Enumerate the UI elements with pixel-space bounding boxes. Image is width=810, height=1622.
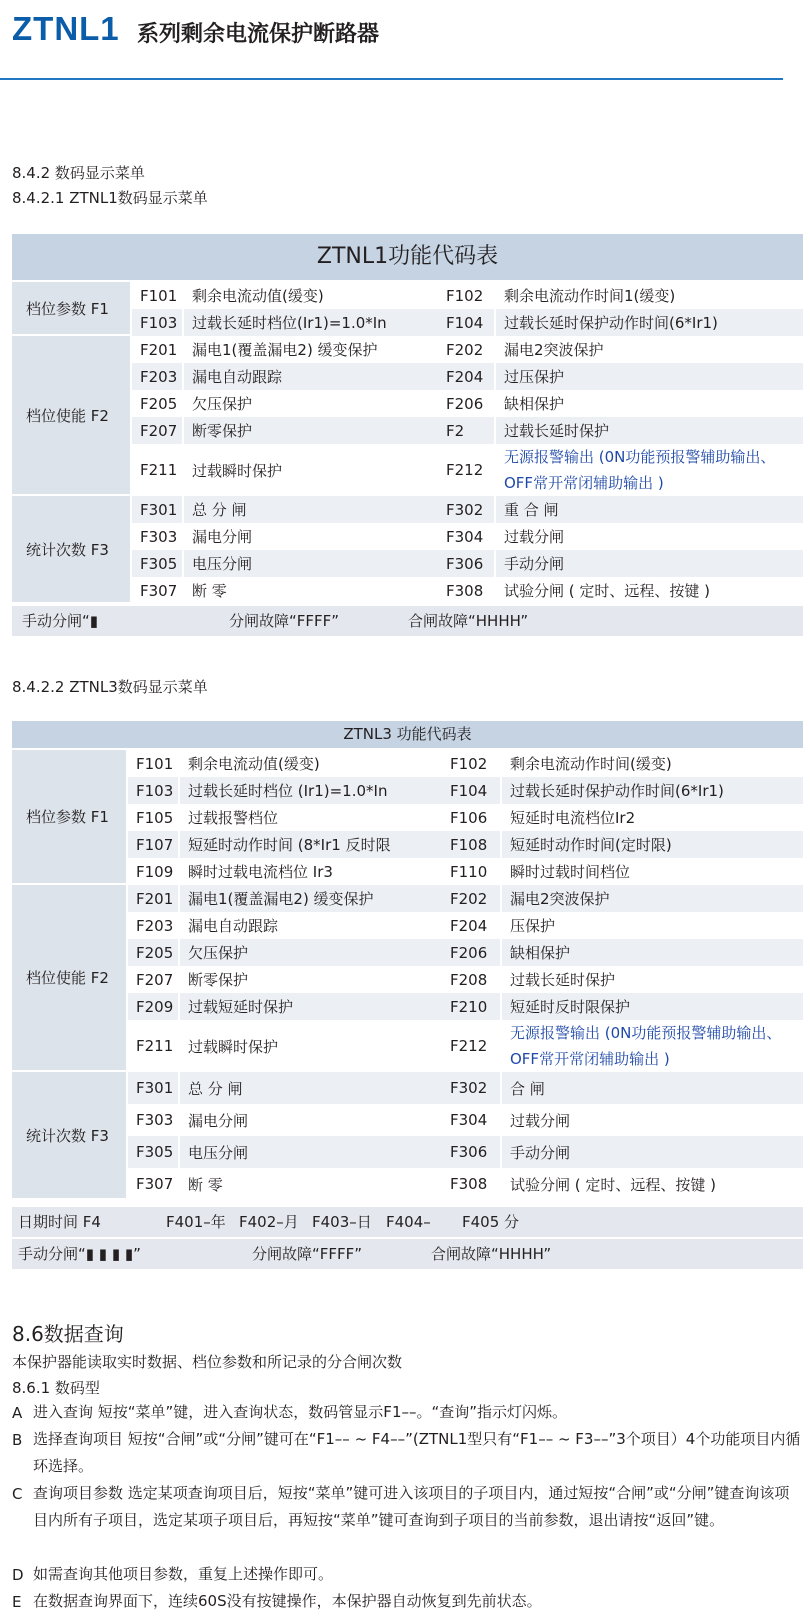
function-code: F2: [438, 417, 496, 444]
table-row: [12, 523, 803, 550]
function-code: F207: [130, 417, 184, 444]
function-description: 剩余电流动值(缓变): [188, 755, 320, 773]
function-code: F302: [442, 1072, 502, 1104]
function-code: F305: [130, 550, 184, 577]
table2-footer-row: [12, 1239, 803, 1269]
function-code: F304: [442, 1104, 502, 1136]
table-row: [12, 550, 803, 577]
function-code: F302: [438, 496, 496, 523]
function-code: F106: [442, 804, 502, 831]
function-code: F102: [442, 750, 502, 777]
function-code: F108: [442, 831, 502, 858]
table-row: [12, 336, 803, 363]
function-code: F105: [126, 804, 180, 831]
item-b-letter: B: [12, 1431, 23, 1449]
function-description: 过载长延时档位 (Ir1)=1.0*In: [180, 777, 442, 804]
function-code-table-ztnl1: [12, 282, 803, 604]
function-code: F308: [442, 1168, 502, 1200]
function-description: 无源报警输出 (0N功能预报警辅助输出、OFF常开常闭辅助输出 ): [504, 448, 776, 492]
trip-fault-display: 分闸故障“FFFF”: [229, 612, 340, 630]
table-row: [12, 858, 803, 885]
function-code-table-ztnl3: [12, 750, 803, 1200]
function-description: 短延时反时限保护: [502, 993, 803, 1020]
table-row: [12, 804, 803, 831]
function-code: F107: [126, 831, 180, 858]
function-code: F211: [126, 1020, 180, 1072]
table-row: [12, 912, 803, 939]
function-code: F304: [438, 523, 496, 550]
close-fault-display: 合闸故障“HHHH”: [431, 1245, 552, 1263]
function-description: 过载长延时保护动作时间(6*Ir1): [502, 777, 803, 804]
function-code: F206: [442, 939, 502, 966]
date-f401: F401–年: [166, 1213, 226, 1231]
function-description: 过载报警档位: [188, 809, 279, 827]
page-title: 系列剩余电流保护断路器: [137, 22, 380, 47]
item-a-text: 进入查询 短按“菜单”键，进入查询状态，数码管显示F1––。“查询”指示灯闪烁。: [33, 1403, 568, 1421]
function-code: F208: [442, 966, 502, 993]
trip-fault-display: 分闸故障“FFFF”: [252, 1245, 363, 1263]
item-e-letter: E: [12, 1593, 22, 1611]
table-row: [12, 496, 803, 523]
table1-footer-row: [12, 606, 803, 636]
manual-trip-display: 手动分闸“▮ ▮ ▮ ▮”: [18, 1245, 141, 1263]
function-description: 重 合 闸: [496, 496, 803, 523]
function-code: F206: [438, 390, 496, 417]
table-row: [12, 309, 803, 336]
table-row: [12, 282, 803, 309]
date-time-row: [12, 1207, 803, 1237]
function-description: 合 闸: [502, 1072, 803, 1104]
function-description: 过载分闸: [510, 1111, 571, 1130]
close-fault-display: 合闸故障“HHHH”: [408, 612, 529, 630]
function-description: 短延时动作时间 (8*Ir1 反时限: [180, 831, 442, 858]
function-description: 漏电1(覆盖漏电2) 缓变保护: [192, 341, 378, 359]
function-code: F303: [130, 523, 184, 550]
function-code: F306: [442, 1136, 502, 1168]
function-description: 试验分闸 ( 定时、远程、按键 ): [504, 582, 711, 600]
function-code: F102: [438, 282, 496, 309]
function-description: 总 分 闸: [180, 1072, 442, 1104]
heading-8-4-2-1: 8.4.2.1 ZTNL1数码显示菜单: [12, 189, 208, 207]
table2-title: ZTNL3 功能代码表: [12, 721, 803, 748]
function-description: 瞬时过载时间档位: [510, 863, 631, 881]
date-f403: F403–日: [312, 1213, 372, 1231]
function-description: 断 零: [192, 582, 227, 600]
function-description: 漏电分闸: [188, 1111, 249, 1130]
function-description: 漏电2突波保护: [504, 341, 604, 359]
function-description: 试验分闸 ( 定时、远程、按键 ): [510, 1175, 717, 1194]
function-code: F306: [438, 550, 496, 577]
function-code: F204: [442, 912, 502, 939]
function-description: 断 零: [188, 1175, 223, 1194]
function-code: F207: [126, 966, 180, 993]
function-code: F212: [438, 444, 496, 496]
table-row: [12, 390, 803, 417]
item-d-text: 如需查询其他项目参数，重复上述操作即可。: [33, 1565, 334, 1583]
manual-trip-display: 手动分闸“▮: [22, 612, 99, 630]
table-row: [12, 1168, 803, 1200]
function-description: 短延时电流档位Ir2: [510, 809, 636, 827]
heading-8-4-2-2: 8.4.2.2 ZTNL3数码显示菜单: [12, 678, 208, 696]
function-description: 电压分闸: [184, 550, 438, 577]
table-row: [12, 966, 803, 993]
function-code: F101: [130, 282, 184, 309]
table-row: [12, 1136, 803, 1168]
function-description: 过载长延时保护: [496, 417, 803, 444]
function-code: F202: [442, 885, 502, 912]
category-label: 档位使能 F2: [12, 336, 130, 496]
function-description: 过载长延时保护动作时间(6*Ir1): [496, 309, 803, 336]
table-row: [12, 1072, 803, 1104]
table-row: [12, 885, 803, 912]
function-description: 无源报警输出 (0N功能预报警辅助输出、OFF常开常闭辅助输出 ): [510, 1024, 782, 1068]
table-row: [12, 939, 803, 966]
function-description: 漏电1(覆盖漏电2) 缓变保护: [180, 885, 442, 912]
table-row: [12, 417, 803, 444]
function-description: 过载瞬时保护: [188, 1037, 279, 1056]
category-label: 统计次数 F3: [12, 496, 130, 604]
category-label: 档位参数 F1: [12, 282, 130, 336]
function-code: F201: [130, 336, 184, 363]
function-code: F109: [126, 858, 180, 885]
subsection-title: 8.6.1 数码型: [12, 1379, 100, 1397]
brand-logo: ZTNL1: [12, 10, 120, 47]
section-intro: 本保护器能读取实时数据、档位参数和所记录的分合闸次数: [12, 1353, 403, 1371]
function-code: F305: [126, 1136, 180, 1168]
function-code: F211: [130, 444, 184, 496]
function-code: F307: [130, 577, 184, 604]
function-description: 断零保护: [184, 417, 438, 444]
function-code: F303: [126, 1104, 180, 1136]
function-code: F205: [130, 390, 184, 417]
function-code: F209: [126, 993, 180, 1020]
table-row: [12, 363, 803, 390]
function-description: 漏电自动跟踪: [184, 363, 438, 390]
item-c-letter: C: [12, 1485, 23, 1503]
category-label: 档位使能 F2: [12, 885, 126, 1072]
function-description: 缺相保护: [504, 395, 565, 413]
function-code: F212: [442, 1020, 502, 1072]
table-row: [12, 831, 803, 858]
table-row: [12, 777, 803, 804]
function-description: 剩余电流动作时间(缓变): [510, 755, 672, 773]
function-description: 总 分 闸: [184, 496, 438, 523]
date-f402: F402–月: [239, 1213, 299, 1231]
table1-title: ZTNL1功能代码表: [12, 234, 803, 280]
function-description: 过载长延时保护: [510, 971, 616, 989]
function-description: 欠压保护: [192, 395, 253, 413]
function-description: 漏电分闸: [192, 528, 253, 546]
function-description: 剩余电流动作时间1(缓变): [504, 287, 676, 305]
item-a-letter: A: [12, 1404, 23, 1422]
function-description: 过载分闸: [504, 528, 565, 546]
function-code: F110: [442, 858, 502, 885]
item-d-letter: D: [12, 1566, 24, 1584]
function-code: F301: [126, 1072, 180, 1104]
function-code: F210: [442, 993, 502, 1020]
function-description: 手动分闸: [502, 1136, 803, 1168]
function-code: F104: [442, 777, 502, 804]
function-description: 过压保护: [496, 363, 803, 390]
page-header: [0, 0, 810, 82]
function-description: 压保护: [510, 917, 556, 935]
table-row: [12, 993, 803, 1020]
function-code: F103: [126, 777, 180, 804]
function-code: F104: [438, 309, 496, 336]
function-code: F201: [126, 885, 180, 912]
function-code: F301: [130, 496, 184, 523]
category-label: 统计次数 F3: [12, 1072, 126, 1200]
function-description: 欠压保护: [180, 939, 442, 966]
function-code: F204: [438, 363, 496, 390]
item-b-text: 选择查询项目 短按“合闸”或“分闸”键可在“F1–– ~ F4––”(ZTNL1型只有“F1–– ~ F3––”3个项目）4个功能项目内循环选择。: [33, 1430, 801, 1475]
item-e-text: 在数据查询界面下，连续60S没有按键操作，本保护器自动恢复到先前状态。: [33, 1592, 542, 1610]
function-code: F202: [438, 336, 496, 363]
table-row: [12, 444, 803, 496]
function-code: F103: [130, 309, 184, 336]
header-divider: [0, 78, 783, 80]
date-time-label: 日期时间 F4: [18, 1213, 101, 1231]
function-code: F205: [126, 939, 180, 966]
function-code: F307: [126, 1168, 180, 1200]
date-f405: F405 分: [462, 1213, 520, 1231]
function-description: 过载短延时保护: [180, 993, 442, 1020]
function-description: 断零保护: [188, 971, 249, 989]
function-description: 手动分闸: [496, 550, 803, 577]
function-description: 缺相保护: [502, 939, 803, 966]
item-c-text: 查询项目参数 选定某项查询项目后，短按“菜单”键可进入该项目的子项目内，通过短按“合闸”或“分闸”键查询该项目内所有子项目，选定某项子项目后，再短按“菜单”键可查询到子项目的当前参数，退出请按“返回”键。: [33, 1484, 790, 1529]
function-code: F101: [126, 750, 180, 777]
table-row: [12, 577, 803, 604]
function-code: F203: [130, 363, 184, 390]
function-description: 漏电2突波保护: [502, 885, 803, 912]
section-title: 8.6数据查询: [12, 1322, 124, 1346]
function-code: F203: [126, 912, 180, 939]
function-code: F308: [438, 577, 496, 604]
table-row: [12, 1020, 803, 1072]
function-description: 过载瞬时保护: [192, 461, 283, 480]
heading-8-4-2: 8.4.2 数码显示菜单: [12, 164, 145, 182]
function-description: 剩余电流动值(缓变): [192, 287, 324, 305]
function-description: 电压分闸: [180, 1136, 442, 1168]
table-row: [12, 1104, 803, 1136]
category-label: 档位参数 F1: [12, 750, 126, 885]
function-description: 短延时动作时间(定时限): [502, 831, 803, 858]
date-f404: F404–: [386, 1213, 431, 1231]
table-row: [12, 750, 803, 777]
function-description: 过载长延时档位(Ir1)=1.0*In: [184, 309, 438, 336]
function-description: 漏电自动跟踪: [188, 917, 279, 935]
function-description: 瞬时过载电流档位 Ir3: [188, 863, 333, 881]
